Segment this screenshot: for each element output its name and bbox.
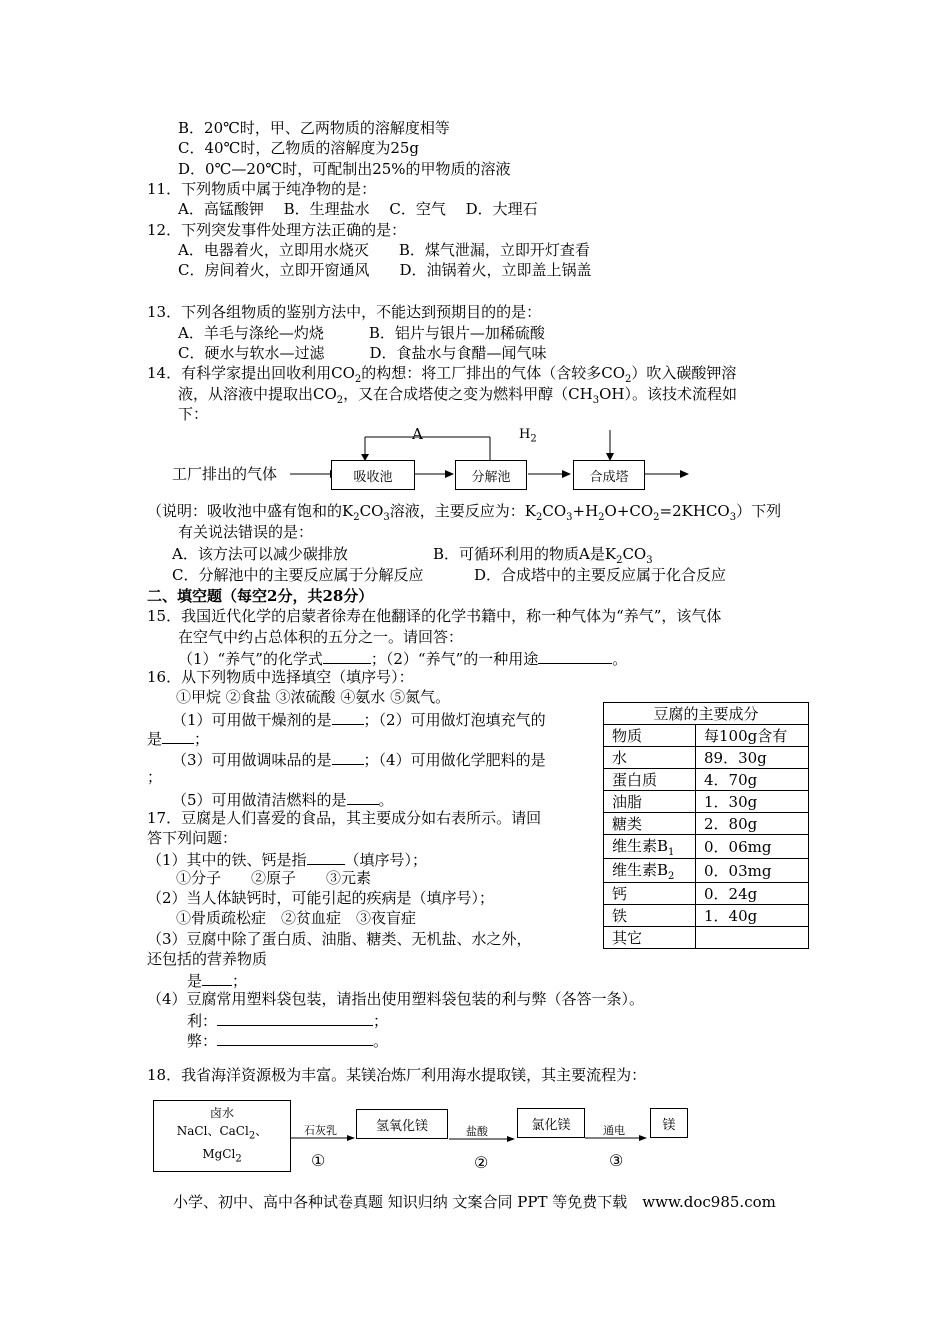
q18-brine-composition-2: MgCl$_2$	[202, 1147, 242, 1165]
q17-blank-pro[interactable]	[217, 1009, 373, 1026]
q17-blank-2[interactable]	[202, 969, 232, 986]
q17-line5: （2）当人体缺钙时，可能引起的疾病是（填序号）；	[147, 889, 495, 907]
q12-stem: 12．下列突发事件处理方法正确的是：	[147, 221, 407, 239]
q13-options-1: A．羊毛与涤纶—灼烧 B．铝片与银片—加稀硫酸	[178, 324, 545, 342]
tofu-cell: 维生素$B_2$	[604, 859, 696, 883]
q15-line1: 15．我国近代化学的启蒙者徐寿在他翻译的化学书籍中，称一种气体为“养气”，该气体	[147, 607, 722, 625]
flow-source-label: 工厂排出的气体	[172, 465, 278, 483]
flow-synth-label: 合成塔	[589, 469, 629, 485]
q17-line6: ①骨质疏松症 ②贫血症 ③夜盲症	[176, 909, 417, 927]
q16-line3: （1）可用做干燥剂的是 ；（2）可用做灯泡填充气的	[172, 708, 546, 730]
q14-option-a: A．该方法可以减少碳排放	[172, 545, 348, 563]
table-row	[604, 927, 809, 949]
tofu-cell: 0．24g	[696, 883, 809, 905]
q16-line7: （5）可用做清洁燃料的是 。	[172, 788, 394, 810]
q14-option-b: B．可循环利用的物质A是$K_2CO_3$	[433, 545, 653, 566]
flow-a-label: A	[412, 425, 423, 443]
q17-line12: 弊： 。	[187, 1029, 388, 1051]
q17-line1: 17．豆腐是人们喜爱的食品，其主要成分如右表所示。请回	[147, 809, 542, 827]
q10-option-c: C．40℃时，乙物质的溶解度为25g	[178, 139, 420, 157]
table-row	[604, 769, 809, 791]
q17-line10: （4）豆腐常用塑料袋包装，请指出使用塑料袋包装的利与弊（各答一条）。	[147, 990, 645, 1008]
table-row	[604, 791, 809, 813]
q16-line5: （3）可用做调味品的是 ；（4）可用做化学肥料的是	[172, 748, 546, 770]
q17-line9: 是 ；	[187, 969, 247, 991]
q14-option-d: D．合成塔中的主要反应属于化合反应	[474, 566, 727, 584]
tofu-cell: 维生素$B_1$	[604, 835, 696, 859]
tofu-cell	[696, 927, 809, 949]
q15-line2: 在空气中约占总体积的五分之一。请回答：	[178, 628, 464, 646]
q15-line3: （1）“养气”的化学式 ；（2）“养气”的一种用途 。	[178, 647, 627, 669]
tofu-cell: 1．30g	[696, 791, 809, 813]
tofu-cell: 2．80g	[696, 813, 809, 835]
q14-line3: 下：	[178, 405, 209, 423]
q18-brine-box	[153, 1100, 291, 1172]
q12-options-2: C．房间着火，立即开窗通风 D．油锅着火，立即盖上锅盖	[178, 261, 592, 279]
table-row	[604, 905, 809, 927]
page-footer: 小学、初中、高中各种试卷真题 知识归纳 文案合同 PPT 等免费下载 www.doc985.com	[173, 1193, 776, 1211]
q18-mg-label: 镁	[662, 1117, 676, 1133]
q16-blank-5[interactable]	[347, 788, 379, 805]
flow-synth-box	[573, 460, 645, 490]
q16-blank-1[interactable]	[332, 708, 364, 725]
q17-line2: 答下列问题：	[147, 829, 238, 847]
q12-options-1: A．电器着火，立即用水烧灭 B．煤气泄漏，立即开灯查看	[178, 241, 590, 259]
table-row	[604, 813, 809, 835]
table-row	[604, 725, 809, 747]
q16-blank-2[interactable]	[162, 727, 194, 744]
table-row	[604, 859, 809, 883]
tofu-cell: 铁	[604, 905, 696, 927]
tofu-header-amount: 每100g含有	[696, 725, 809, 747]
q13-options-2: C．硬水与软水—过滤 D．食盐水与食醋—闻气味	[178, 344, 547, 362]
q16-blank-3[interactable]	[332, 748, 364, 765]
q17-blank-con[interactable]	[217, 1029, 373, 1046]
q16-line1: 16．从下列物质中选择填空（填序号）：	[147, 668, 414, 686]
tofu-cell: 0．06mg	[696, 835, 809, 859]
q18-mgoh-label: 氢氧化镁	[375, 1118, 428, 1134]
q18-brine-composition: NaCl、CaCl$_2$、	[176, 1123, 268, 1141]
flow-absorb-label: 吸收池	[353, 469, 393, 485]
q17-blank-1[interactable]	[307, 848, 345, 865]
q17-line8: 还包括的营养物质	[147, 950, 268, 968]
q18-mgcl-label: 氯化镁	[531, 1117, 571, 1133]
q18-stem: 18．我省海洋资源极为丰富。某镁冶炼厂利用海水提取镁，其主要流程为：	[147, 1066, 647, 1084]
flow-decompose-label: 分解池	[471, 469, 511, 485]
q17-line11: 利： ；	[187, 1009, 388, 1031]
q18-step1-reagent: 石灰乳	[304, 1124, 337, 1137]
tofu-cell: 4．70g	[696, 769, 809, 791]
section-2-heading: 二、填空题（每空2分，共28分）	[147, 587, 374, 605]
flow-decompose-box	[455, 460, 527, 490]
q15-blank-2[interactable]	[538, 647, 612, 664]
q14-line2: 液，从溶液中提取出$CO_2$，又在合成塔使之变为燃料甲醇$(CH_3OH)$。该技术流程如	[178, 385, 737, 406]
q18-step3-number: ③	[609, 1151, 624, 1170]
q10-option-d: D．0℃—20℃时，可配制出25%的甲物质的溶液	[178, 160, 511, 178]
q18-step2-reagent: 盐酸	[466, 1125, 488, 1138]
q18-step2-number: ②	[474, 1153, 489, 1172]
tofu-cell: 89．30g	[696, 747, 809, 769]
tofu-cell: 1．40g	[696, 905, 809, 927]
q14-note-line2: 有关说法错误的是：	[178, 523, 314, 541]
tofu-cell: 水	[604, 747, 696, 769]
q17-line4: ①分子 ②原子 ③元素	[176, 869, 372, 887]
q17-line7: （3）豆腐中除了蛋白质、油脂、糖类、无机盐、水之外，	[147, 930, 532, 948]
tofu-table-title: 豆腐的主要成分	[604, 703, 809, 725]
table-row	[604, 883, 809, 905]
q14-line1: 14．有科学家提出回收利用$CO_2$的构想：将工厂排出的气体（含较多$CO_2$）吹入碳酸钾溶	[147, 364, 737, 385]
tofu-cell: 油脂	[604, 791, 696, 813]
q11-options: A．高锰酸钾 B．生理盐水 C．空气 D．大理石	[178, 200, 538, 218]
q16-line4: 是 ；	[147, 727, 209, 749]
q10-option-b: B．20℃时，甲、乙两物质的溶解度相等	[178, 119, 450, 137]
q15-blank-1[interactable]	[323, 647, 371, 664]
table-row	[604, 747, 809, 769]
q14-option-c: C．分解池中的主要反应属于分解反应	[172, 566, 424, 584]
q14-note-line1: （说明：吸收池中盛有饱和的$K_2CO_3$溶液，主要反应为：$K_2CO_3+H_2O+CO_2=2KHCO_3$）下列	[147, 502, 782, 523]
tofu-cell: 蛋白质	[604, 769, 696, 791]
q16-line6: ；	[147, 768, 163, 786]
tofu-nutrition-table	[603, 702, 809, 949]
q16-line2: ①甲烷 ②食盐 ③浓硫酸 ④氨水 ⑤氮气。	[176, 688, 451, 706]
q18-step3-condition: 通电	[603, 1124, 625, 1137]
flow-absorb-box	[331, 460, 415, 490]
q17-line3: （1）其中的铁、钙是指 （填序号）；	[147, 848, 427, 870]
tofu-cell: 其它	[604, 927, 696, 949]
q18-step1-number: ①	[311, 1151, 326, 1170]
q11-stem: 11．下列物质中属于纯净物的是：	[147, 180, 377, 198]
tofu-cell: 0．03mg	[696, 859, 809, 883]
tofu-cell: 糖类	[604, 813, 696, 835]
flow-h2-label: $H_2$	[519, 427, 537, 445]
q13-stem: 13．下列各组物质的鉴别方法中，不能达到预期目的的是：	[147, 303, 542, 321]
table-row	[604, 835, 809, 859]
tofu-cell: 钙	[604, 883, 696, 905]
tofu-header-substance: 物质	[604, 725, 696, 747]
q18-brine-label: 卤水	[209, 1105, 234, 1120]
